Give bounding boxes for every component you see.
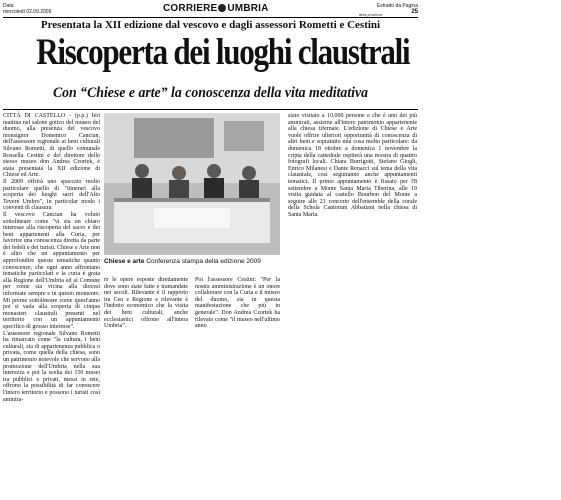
logo-ball-icon [218,4,226,12]
article-column-2: re le opere esposte direttamente dove sono state fatte e tramandate nei secoli. Rilevante è il rapporto tra Ceu e Regione e rilevante è l'indotto economico che la visita dei beni culturali, anche ecclesiastici offrono all'intera Umbria". [104,277,190,330]
caption-text: Conferenza stampa della edizione 2009 [146,258,261,265]
newspaper-logo: CORRIERE UMBRIA della provincia [163,3,269,14]
source-label: Estratto da Pagina [376,3,418,9]
page-number: 25 [411,9,418,15]
article-column-3: Poi l'assessore Cestini: "Per la nostra amministrazione è un onore collaborare con la Curia e il museo del duomo, sia in questa manifestazione che più in generale". Don Andrea Czortek ha rilevato come "il museo nell'ultimo anno [195,277,282,330]
date: mercoledì 02.09.2009 [3,9,52,15]
logo-sub: della provincia [358,13,383,17]
date-label: Data [3,3,14,9]
caption-bold: Chiese e arte [104,258,145,265]
photo-illustration [104,113,280,255]
header-rule [3,17,418,18]
subhead-rule [3,109,418,110]
headline: Riscoperta dei luoghi claustrali [36,32,410,73]
overline: Presentata la XII edizione dal vescovo e dagli assessori Rometti e Cestini [40,19,381,31]
article-column-4: stato visitato a 10.000 persone e che è uno dei più ammirati, assieme all'intero patrimonio appartenente alla chiesa tifernate. L'edizione di Chiese e Arte vuole offrire ulteriori opportunità di conoscenza di altri beni e sopratutto una cosa molto particolare: da domenica 18 ottobre a domenica 1 novembre la cripta della cattedrale ospiterà una mostra di quattro fotografi locali. Chiara Burrigotti, Stefano Giogli, Enrico Milanesi e Dante Renacci sul tema della vita claustrale, così seguiranno anche appuntamenti tematici. Il primo appuntamento è fissato per l'8 settembre a Monte Santa Maria Tiberina, alle 19 visita guidata al castello Bourbon del Monte a seguire alle 21 concerto dell'ensemble della corale della Schola Cantorum Abbatiani nella chiesa di Santa Maria. [288,113,419,218]
press-conference-photo [104,113,280,255]
page-header [3,3,418,17]
subheadline: Con “Chiese e arte” la conoscenza della vita meditativa [52,85,369,101]
source-block [377,3,418,15]
photo-caption [104,258,282,265]
date-block [3,3,51,15]
article-column-1: CITTÀ DI CASTELLO - (p.p.) Ieri mattina nel salone gotico del museo del duomo, alla presenza del vescovo monsignor Domenico Cancian, dell'assessore regionale ai beni culturali Silvano Rometti, di quello comunale Rossella Cestini e del direttore dello stesso museo don Andrea Czortek, è stata presentata la XII edizione di Chiese ed Arte. Il 2009 offrirà uno spaccato molto particolare quello di "itinerari alla scoperta dei luoghi sacri dell'Alto Tevere Umbro", in particolar modo i conventi di clausura. Il vescovo Cancian ha voluto sottolineare come "vi sia un chiaro interesse alla riscoperta del sacro e dei beni appartenenti alla Curia, per favorire una conoscenza diretta da parte dei fedeli e dei turisti. Chiese e Arte non è altro che un appuntamento per approfondire queste tematiche quanto conoscenze, che ogni anno affrontano tematiche particolari e la curia è grata alla Regione dell'Umbria ed al Comune per come sia vicina alla diocesi informate sempre e in questo momento. Mi preme sottolineare come quest'anno poi si vada alla scoperta di cinque monasteri claustrali presenti nel territorio con un appuntamento specifico di grosso interesse". L'assessore regionale Silvano Rometti ha rimarcato come "la cultura, i beni culturali, sia di appartenenza pubblica o privata, come quella della chiesa, sono un patrimonio notevole che servono alla promozione dell'Umbria nella sua interezza e poi la scelta dei 150 musei tra pubblici e privati, messi in rete, offrono la possibilità di far conoscere l'intero territorio e possono i turisti così ammira- [3,113,100,403]
